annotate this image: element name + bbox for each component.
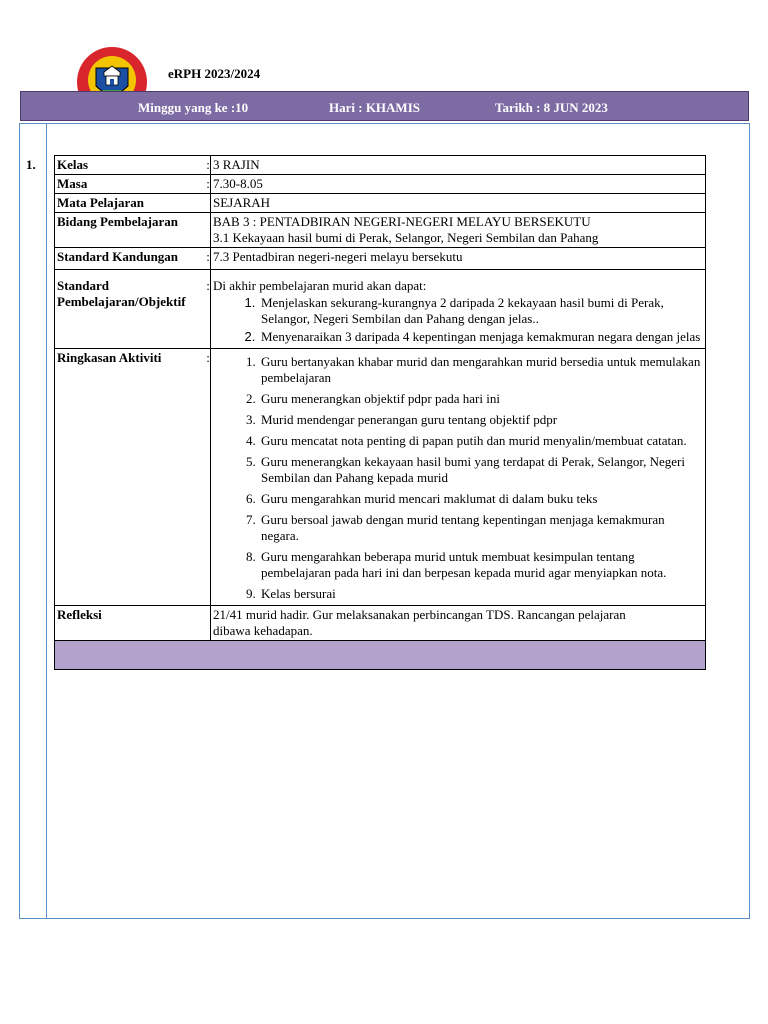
row-masa xyxy=(55,175,706,194)
mata-pelajaran-value: SEJARAH xyxy=(211,194,706,213)
list-item: 1. Menjelaskan sekurang-kurangnya 2 daripada 2 kekayaan hasil bumi di Perak, Selangor, Negeri Sembilan dan Pahang dengan jelas.. xyxy=(259,295,703,327)
standard-kandungan-value: 7.3 Pentadbiran negeri-negeri melayu bersekutu xyxy=(211,248,706,270)
ringkasan-label: Ringkasan Aktiviti xyxy=(55,349,207,606)
masa-value: 7.30-8.05 xyxy=(211,175,706,194)
refleksi-value: 21/41 murid hadir. Gur melaksanakan perbincangan TDS. Rancangan pelajaran dibawa kehadapan. xyxy=(211,606,706,641)
row-refleksi xyxy=(55,606,706,641)
bidang-line-1: BAB 3 : PENTADBIRAN NEGERI-NEGERI MELAYU BERSEKUTU xyxy=(213,214,591,229)
date-label: Tarikh : 8 JUN 2023 xyxy=(495,100,608,115)
header-bar xyxy=(20,91,749,121)
colon: : xyxy=(206,270,211,349)
list-item: 2. Guru menerangkan objektif pdpr pada hari ini xyxy=(259,391,703,407)
standard-pembelajaran-value xyxy=(211,270,706,349)
row-ringkasan xyxy=(55,349,706,606)
list-item: 1. Guru bertanyakan khabar murid dan mengarahkan murid bersedia untuk memulakan pembelajaran xyxy=(259,354,703,386)
refleksi-label: Refleksi xyxy=(55,606,207,641)
list-item: 7. Guru bersoal jawab dengan murid tentang kepentingan menjaga kemakmuran negara. xyxy=(259,512,703,544)
colon: : xyxy=(206,349,211,606)
number-column-divider xyxy=(46,123,47,919)
objective-intro: Di akhir pembelajaran murid akan dapat: xyxy=(213,278,427,293)
row-standard-pembelajaran xyxy=(55,270,706,349)
week-label: Minggu yang ke :10 xyxy=(138,100,249,115)
standard-pembelajaran-label-line-2: Pembelajaran/Objektif xyxy=(57,294,186,309)
bidang-value xyxy=(211,213,706,248)
kelas-label: Kelas xyxy=(55,156,207,175)
page-title: eRPH 2023/2024 xyxy=(168,66,261,81)
list-item: 3. Murid mendengar penerangan guru tentang objektif pdpr xyxy=(259,412,703,428)
colon: : xyxy=(206,156,211,175)
list-item: 2. Menyenaraikan 3 daripada 4 kepentingan menjaga kemakmuran negara dengan jelas xyxy=(259,329,703,345)
row-kelas xyxy=(55,156,706,175)
list-item: 5. Guru menerangkan kekayaan hasil bumi yang terdapat di Perak, Selangor, Negeri Sembilan dan Pahang kepada murid xyxy=(259,454,703,486)
masa-label: Masa xyxy=(55,175,207,194)
bidang-line-2: 3.1 Kekayaan hasil bumi di Perak, Selangor, Negeri Sembilan dan Pahang xyxy=(213,230,599,245)
section-number: 1. xyxy=(26,157,36,172)
colon: : xyxy=(206,248,211,270)
standard-pembelajaran-label xyxy=(55,270,207,349)
list-item: 8. Guru mengarahkan beberapa murid untuk membuat kesimpulan tentang pembelajaran pada hari ini dan berpesan kepada murid agar menyiapkan nota. xyxy=(259,549,703,581)
standard-pembelajaran-label-line-1: Standard xyxy=(57,278,110,293)
colon: : xyxy=(206,175,211,194)
ringkasan-value xyxy=(211,349,706,606)
standard-kandungan-label: Standard Kandungan xyxy=(55,248,207,270)
row-mata-pelajaran xyxy=(55,194,706,213)
lesson-plan-table xyxy=(54,155,706,670)
list-item: 9. Kelas bersurai xyxy=(259,586,703,602)
mata-pelajaran-label: Mata Pelajaran xyxy=(55,194,207,213)
row-bidang xyxy=(55,213,706,248)
kelas-value: 3 RAJIN xyxy=(211,156,706,175)
activity-list xyxy=(213,354,703,602)
row-footer-band xyxy=(55,641,706,670)
row-standard-kandungan xyxy=(55,248,706,270)
bidang-label: Bidang Pembelajaran xyxy=(55,213,207,248)
day-label: Hari : KHAMIS xyxy=(329,100,420,115)
list-item: 6. Guru mengarahkan murid mencari maklumat di dalam buku teks xyxy=(259,491,703,507)
footer-band xyxy=(55,641,706,670)
list-item: 4. Guru mencatat nota penting di papan putih dan murid menyalin/membuat catatan. xyxy=(259,433,703,449)
objective-list xyxy=(213,295,703,345)
